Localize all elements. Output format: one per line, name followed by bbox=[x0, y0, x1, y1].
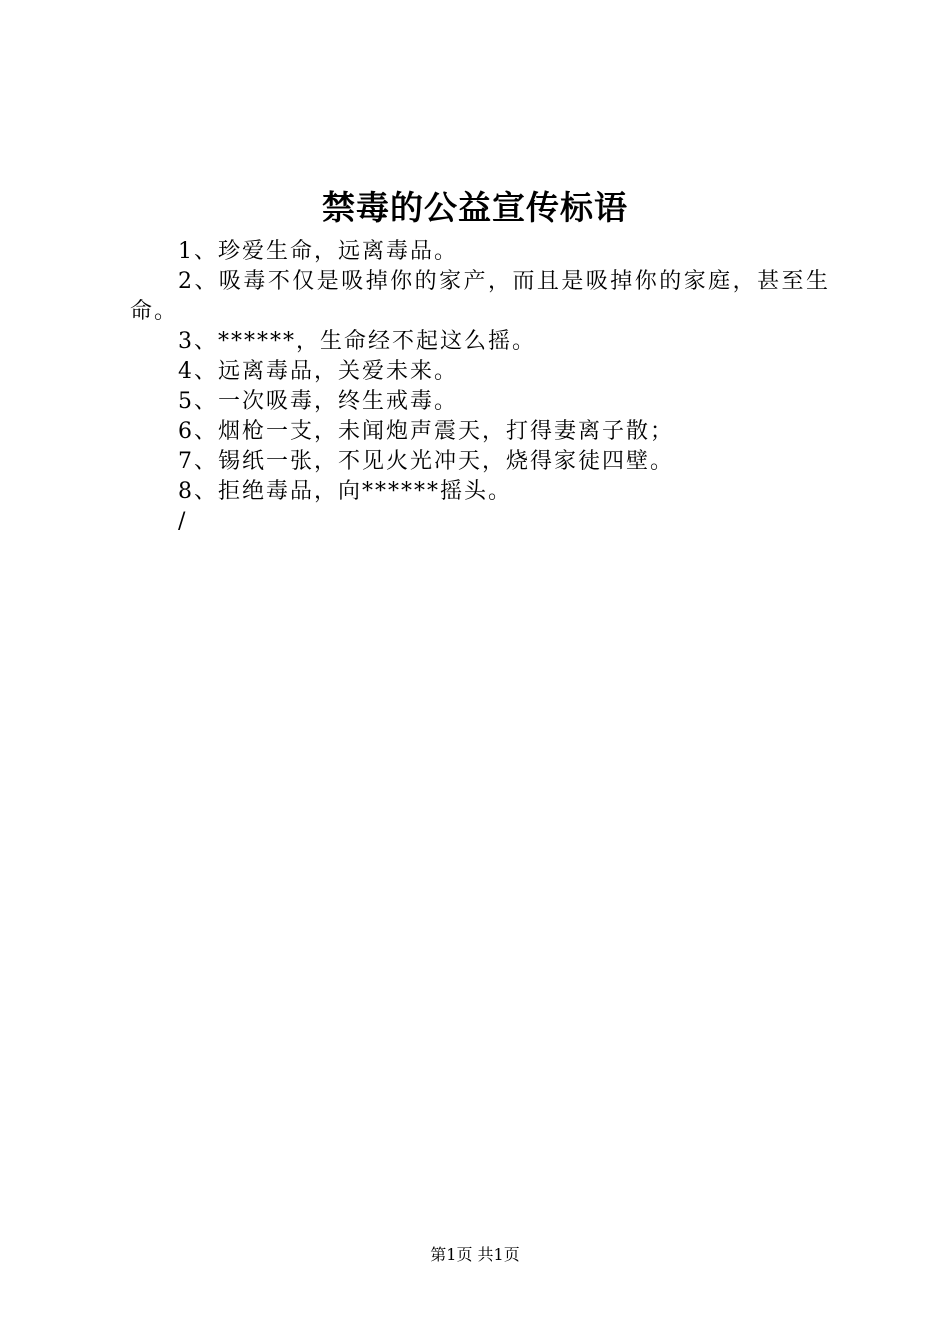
slogan-4: 4、远离毒品，关爱未来。 bbox=[178, 359, 458, 384]
slogan-1: 1、珍爱生命，远离毒品。 bbox=[178, 239, 458, 264]
slogan-6: 6、烟枪一支，未闻炮声震天，打得妻离子散； bbox=[178, 419, 674, 444]
document-body bbox=[130, 237, 830, 537]
slogan-2: 2、吸毒不仅是吸掉你的家产，而且是吸掉你的家庭，甚至生命。 bbox=[130, 269, 830, 324]
trailing-slash: / bbox=[178, 509, 188, 534]
document-title: 禁毒的公益宣传标语 bbox=[322, 188, 628, 227]
slogan-7: 7、锡纸一张，不见火光冲天，烧得家徒四壁。 bbox=[178, 449, 674, 474]
slogan-8: 8、拒绝毒品，向******摇头。 bbox=[178, 479, 512, 504]
slogan-5: 5、一次吸毒，终生戒毒。 bbox=[178, 389, 458, 414]
page-footer: 第1页 共1页 bbox=[430, 1245, 520, 1264]
slogan-3: 3、******，生命经不起这么摇。 bbox=[178, 329, 536, 354]
